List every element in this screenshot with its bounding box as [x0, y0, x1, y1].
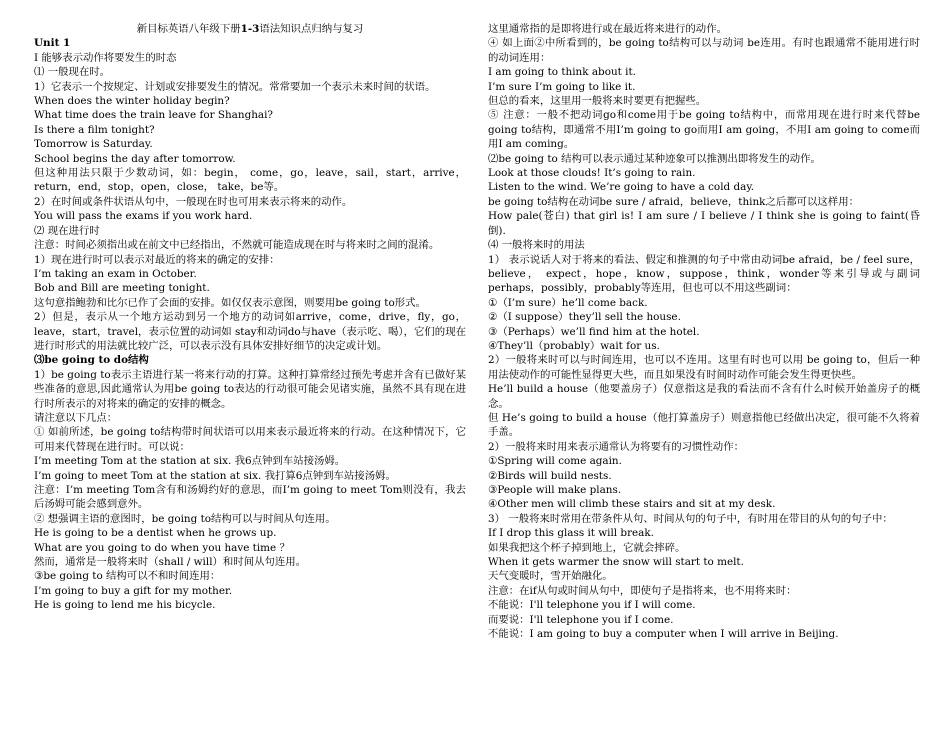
- left-paragraph: 注意：时间必须指出或在前文中已经指出，不然就可能造成现在时与将来时之间的混淆。: [34, 239, 440, 252]
- right-paragraph: When it gets warmer the snow will start to melt.: [488, 556, 744, 569]
- right-paragraph: ⑤ 注意：一般不把动词go和come用于be going to结构中，而常用现在进行时来代替be going to结构，即通常不用I’m going to go而用I am going，不用I am going to come而用I am coming。: [488, 109, 920, 151]
- right-paragraph: ④ 如上面②中所看到的，be going to结构可以与动词 be连用。有时也跟通常不能用进行时的动词连用：: [488, 37, 920, 64]
- right-paragraph: Look at those clouds! It’s going to rain.: [488, 167, 696, 180]
- right-paragraph: He’ll build a house（他要盖房子）仅意指这是我的看法而不含有什么时候开始盖房子的概念。: [488, 383, 920, 410]
- right-paragraph: 天气变暖时，雪开始融化。: [488, 570, 613, 583]
- right-paragraph: 不能说：I am going to buy a computer when I will arrive in Beijing.: [488, 628, 839, 641]
- right-paragraph: ③People will make plans.: [488, 484, 622, 496]
- right-paragraph: 1） 表示说话人对于将来的看法、假定和推测的句子中常由动词be afraid，be / feel sure， believe， expect，hope，know，suppose，think，wonder等来引导或与副词perhaps，possibly，probably等连用，但也可以不用这些副词：: [488, 253, 920, 295]
- title-suffix: 语法知识点归纳与复习: [259, 23, 364, 35]
- left-paragraph: Ⅰ 能够表示动作将要发生的时态: [34, 51, 177, 64]
- right-paragraph: ②Birds will build nests.: [488, 469, 612, 482]
- left-paragraph: ③be going to 结构可以不和时间连用：: [34, 570, 221, 583]
- left-paragraph: 2）但是，表示从一个地方运动到另一个地方的动词如arrive，come，drive，fly，go，leave，start，travel，表示位置的动词如 stay和动词do与have（表示吃、喝），它们的现在进行时形式的用法就比较广泛，可以表示没有具体安排好细节的决定或计划。: [34, 311, 466, 352]
- right-paragraph: ⑵be going to 结构可以表示通过某种迹象可以推测出即将发生的动作。: [488, 152, 821, 165]
- right-paragraph: ③（Perhaps）we’ll find him at the hotel.: [488, 325, 700, 338]
- right-column: [488, 22, 920, 641]
- left-paragraph: School begins the day after tomorrow.: [34, 152, 236, 165]
- left-paragraph: ⑴ 一般现在时。: [34, 66, 111, 79]
- left-paragraph: 但这种用法只限于少数动词，如：begin， come，go，leave，sail，start，arrive，return，end，stop，open，close， take，be等。: [34, 167, 466, 194]
- left-paragraph: ① 如前所述，be going to结构带时间状语可以用来表示最近将来的行动。在这种情况下，它可用来代替现在进行时。可以说：: [34, 426, 466, 453]
- document-title: [34, 22, 466, 36]
- right-column-body: [488, 22, 920, 641]
- left-paragraph: He is going to be a dentist when he grows up.: [34, 527, 277, 540]
- right-paragraph: 这里通常指的是即将进行或在最近将来进行的动作。: [488, 23, 727, 35]
- right-paragraph: 但 He’s going to build a house（他打算盖房子）则意指他已经做出决定，很可能不久将着手盖。: [488, 411, 920, 439]
- right-paragraph: 2）一般将来时用来表示通常认为将要有的习惯性动作：: [488, 440, 744, 453]
- right-paragraph: 3） 一般将来时常用在带条件从句、时间从句的句子中，有时用在带目的从句的句子中：: [488, 512, 893, 525]
- right-paragraph: If I drop this glass it will break.: [488, 527, 654, 540]
- title-bold: 1-3: [240, 23, 260, 35]
- left-paragraph: I’m taking an exam in October.: [34, 267, 197, 280]
- left-paragraph: I’m meeting Tom at the station at six. 我6点钟到车站接汤姆。: [34, 455, 346, 468]
- left-paragraph: Unit 1: [34, 37, 71, 50]
- left-paragraph: Tomorrow is Saturday.: [34, 138, 153, 151]
- right-paragraph: 不能说：I'll telephone you if I will come.: [488, 599, 696, 612]
- left-paragraph: 2）在时间或条件状语从句中，一般现在时也可用来表示将来的动作。: [34, 195, 353, 208]
- right-paragraph: ④They’ll（probably）wait for us.: [488, 339, 660, 352]
- left-paragraph: ② 想强调主语的意图时，be going to结构可以与时间从句连用。: [34, 512, 336, 525]
- right-paragraph: ⑷ 一般将来时的用法: [488, 239, 585, 252]
- left-paragraph: ⑵ 现在进行时: [34, 224, 100, 237]
- right-paragraph: 而要说：I'll telephone you if I come.: [488, 613, 674, 626]
- left-paragraph: 注意：I’m meeting Tom含有和汤姆约好的意思，而I’m going to meet Tom则没有，我去后汤姆可能会感到意外。: [34, 484, 466, 511]
- right-paragraph: 但总的看来，这里用一般将来时要更有把握些。: [488, 95, 707, 108]
- left-column-body: [34, 36, 466, 612]
- title-prefix: 新目标英语八年级下册: [136, 23, 241, 35]
- left-paragraph: 1）现在进行时可以表示对最近的将来的确定的安排：: [34, 253, 280, 266]
- left-paragraph: ⑶be going to do结构: [34, 354, 149, 367]
- right-paragraph: ①Spring will come again.: [488, 455, 622, 468]
- right-paragraph: I’m sure I’m going to like it.: [488, 80, 636, 93]
- left-paragraph: 请注意以下几点：: [34, 411, 118, 424]
- left-paragraph: I’m going to meet Tom at the station at six. 我打算6点钟到车站接汤姆。: [34, 469, 396, 482]
- right-paragraph: How pale(苍白) that girl is! I am sure / I believe / I think she is going to faint(昏倒).: [488, 210, 920, 237]
- right-paragraph: ①（I’m sure）he’ll come back.: [488, 296, 648, 309]
- left-paragraph: 这句意指鲍勃和比尔已作了会面的安排。如仅仅表示意图，则要用be going to形式。: [34, 296, 426, 309]
- right-paragraph: ④Other men will climb these stairs and sit at my desk.: [488, 498, 776, 511]
- left-paragraph: What are you going to do when you have time ？: [34, 541, 290, 554]
- left-paragraph: 1）be going to表示主语进行某一将来行动的打算。这种打算常经过预先考虑并含有已做好某些准备的意思,因此通常认为用be going to表达的行动很可能会见诸实施，虽然不具有现在进行时所表示的对将来的确定的安排的概念。: [34, 368, 466, 410]
- left-paragraph: 1）它表示一个按规定、计划或安排要发生的情况。常常要加一个表示未来时间的状语。: [34, 80, 436, 93]
- left-paragraph: 然而，通常是一般将来时（shall / will）和时间从句连用。: [34, 556, 307, 569]
- right-paragraph: 2）一般将来时可以与时间连用，也可以不连用。这里有时也可以用 be going to，但后一种用法使动作的可能性显得更大些，而且如果没有时间时动作可能会发生得更快些。: [488, 354, 920, 381]
- left-paragraph: He is going to lend me his bicycle.: [34, 599, 216, 612]
- right-paragraph: 如果我把这个杯子掉到地上，它就会摔碎。: [488, 541, 686, 554]
- left-paragraph: Bob and Bill are meeting tonight.: [34, 282, 210, 295]
- right-paragraph: 注意：在if从句或时间从句中，即使句子是指将来，也不用将来时：: [488, 584, 797, 597]
- left-column: [34, 22, 466, 613]
- left-paragraph: When does the winter holiday begin?: [34, 95, 230, 108]
- right-paragraph: be going to结构在动词be sure / afraid，believe，think之后都可以这样用：: [488, 195, 859, 208]
- left-paragraph: You will pass the exams if you work hard.: [34, 210, 253, 223]
- right-paragraph: I am going to think about it.: [488, 66, 636, 79]
- right-paragraph: Listen to the wind. We’re going to have a cold day.: [488, 181, 755, 194]
- left-paragraph: I’m going to buy a gift for my mother.: [34, 584, 233, 597]
- left-paragraph: Is there a film tonight?: [34, 123, 155, 136]
- right-paragraph: ②（I suppose）they’ll sell the house.: [488, 311, 681, 324]
- left-paragraph: What time does the train leave for Shanghai?: [34, 109, 274, 122]
